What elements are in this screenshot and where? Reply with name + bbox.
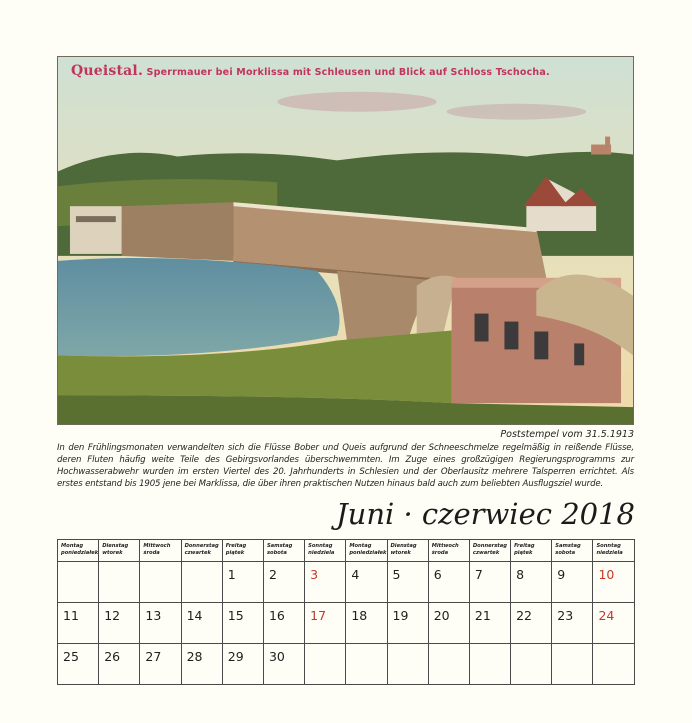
calendar-day-cell [469,562,510,603]
day-number: 24 [598,608,615,623]
weekday-label-de: Donnerstag [472,543,507,549]
day-number [58,562,98,567]
day-number: 20 [433,608,450,623]
weekday-label-pl: sobota [266,549,287,556]
dam-illustration [58,57,633,424]
day-number: 8 [516,567,525,582]
calendar-week-row [58,644,635,685]
weekday-header [99,540,140,562]
day-number [470,644,510,649]
weekday-label-de: Montag [349,543,372,549]
day-number: 4 [351,567,360,582]
day-number: 13 [145,608,162,623]
weekday-label-pl: czwartek [472,549,500,556]
day-number: 22 [516,608,532,623]
calendar-day-cell [58,603,99,644]
day-number [305,644,345,649]
weekday-header [222,540,263,562]
day-number: 3 [310,567,319,582]
calendar-day-cell [346,603,387,644]
calendar-day-cell [222,603,263,644]
day-number [99,562,139,567]
calendar-day-cell [181,562,222,603]
weekday-label-de: Montag [61,543,84,549]
calendar-day-cell [552,603,593,644]
calendar-day-cell [511,603,552,644]
calendar-day-cell [511,644,552,685]
weekday-header [346,540,387,562]
calendar-day-cell [346,644,387,685]
weekday-label-de: Donnerstag [184,543,219,549]
weekday-label-pl: niedziela [596,549,623,556]
day-number: 25 [63,649,79,664]
day-number: 15 [227,608,244,623]
weekday-label-pl: piątek [514,549,533,556]
day-number: 16 [268,608,285,623]
calendar-day-cell [58,644,99,685]
day-number: 19 [392,608,409,623]
weekday-header [181,540,222,562]
calendar-body [58,562,635,685]
calendar-week-row [58,603,635,644]
calendar-day-cell [428,562,469,603]
weekday-label-de: Dienstag [102,543,129,549]
day-number: 17 [310,608,327,623]
calendar-day-cell [428,644,469,685]
weekday-label-pl: środa [143,549,160,556]
day-number: 12 [104,608,121,623]
calendar-day-cell [58,562,99,603]
day-number: 26 [104,649,121,664]
weekday-label-de: Mittwoch [143,543,171,549]
weekday-header [58,540,99,562]
calendar-day-cell [511,562,552,603]
weekday-label-de: Samstag [555,543,581,549]
weekday-label-pl: niedziela [308,549,335,556]
weekday-header [428,540,469,562]
weekday-header [511,540,552,562]
day-number [593,644,633,649]
month-title: Juni · czerwiec 2018 [336,497,635,531]
postcard-photo [57,56,634,425]
weekday-label-de: Freitag [514,543,535,549]
calendar-day-cell [222,562,263,603]
calendar-day-cell [552,644,593,685]
calendar-day-cell [99,562,140,603]
day-number: 23 [557,608,574,623]
calendar-grid [57,539,635,685]
calendar-week-row [58,562,635,603]
calendar-day-cell [140,603,181,644]
weekday-label-pl: sobota [555,549,576,556]
weekday-label-de: Mittwoch [431,543,459,549]
day-number: 5 [392,567,401,582]
weekday-label-de: Samstag [266,543,293,549]
calendar-day-cell [305,562,346,603]
postcard-caption [71,63,550,79]
weekday-label-de: Sonntag [308,543,333,549]
postcard-caption-place: Queistal. [71,63,144,79]
calendar-day-cell [387,562,428,603]
calendar-day-cell [593,603,634,644]
weekday-label-pl: poniedziałek [61,549,99,556]
weekday-header [387,540,428,562]
calendar-day-cell [263,562,304,603]
calendar-day-cell [387,644,428,685]
calendar-day-cell [181,603,222,644]
calendar-day-cell [469,603,510,644]
weekday-header [469,540,510,562]
calendar-day-cell [99,644,140,685]
weekday-header [593,540,634,562]
description-text: In den Frühlingsmonaten verwandelten sich die Flüsse Bober und Queis aufgrund der Schneeschmelze regelmäßig in reißende Flüsse, deren Fluten häufig weite Teile des Gebirgsvorlandes überschwemmten. Im Zuge eines großzügigen Regierungsprogramms zur Hochwasserabwehr wurden im ersten Viertel des 20. Jahrhunderts in Schlesien und der Oberlausitz mehrere Talsperren errichtet. Als erstes entstand bis 1905 jene bei Marklissa, die über ihren praktischen Nutzen hinaus bald auch zum beliebten Ausflugsziel wurde. [57,443,634,489]
day-number: 6 [433,567,442,582]
calendar-day-cell [181,644,222,685]
calendar-day-cell [593,644,634,685]
weekday-header [305,540,346,562]
calendar-day-cell [305,644,346,685]
day-number [511,644,551,649]
calendar-day-cell [263,603,304,644]
weekday-label-de: Freitag [225,543,247,549]
calendar-day-cell [99,603,140,644]
day-number: 2 [268,567,277,582]
calendar-day-cell [263,644,304,685]
weekday-label-pl: wtorek [102,549,123,556]
day-number [182,562,222,567]
calendar-day-cell [222,644,263,685]
calendar-day-cell [140,644,181,685]
day-number [140,562,180,567]
calendar-day-cell [552,562,593,603]
day-number: 11 [63,608,79,623]
calendar-day-cell [469,644,510,685]
day-number: 9 [557,567,566,582]
weekday-header [263,540,304,562]
weekday-label-pl: piątek [225,549,245,556]
day-number [429,644,469,649]
day-number: 28 [186,649,203,664]
weekday-header [552,540,593,562]
calendar-day-cell [346,562,387,603]
weekday-header-row [58,540,635,562]
day-number: 1 [227,567,236,582]
day-number: 7 [474,567,483,582]
weekday-label-de: Dienstag [390,543,417,549]
day-number: 27 [145,649,162,664]
calendar-day-cell [387,603,428,644]
day-number: 18 [351,608,368,623]
calendar-day-cell [593,562,634,603]
weekday-label-pl: poniedziałek [349,549,387,556]
weekday-header [140,540,181,562]
calendar-day-cell [305,603,346,644]
day-number [552,644,592,649]
day-number: 21 [474,608,491,623]
postmark-date: Poststempel vom 31.5.1913 [500,429,634,440]
weekday-label-pl: czwartek [184,549,211,556]
day-number: 30 [268,649,285,664]
postcard-caption-text: Sperrmauer bei Morklissa mit Schleusen und Blick auf Schloss Tschocha. [143,67,550,78]
day-number [388,644,428,649]
calendar-day-cell [428,603,469,644]
weekday-label-pl: środa [431,549,449,556]
day-number [346,644,386,649]
day-number: 14 [186,608,203,623]
day-number: 29 [227,649,244,664]
weekday-label-de: Sonntag [596,543,621,549]
weekday-label-pl: wtorek [390,549,411,556]
calendar-day-cell [140,562,181,603]
day-number: 10 [598,567,615,582]
